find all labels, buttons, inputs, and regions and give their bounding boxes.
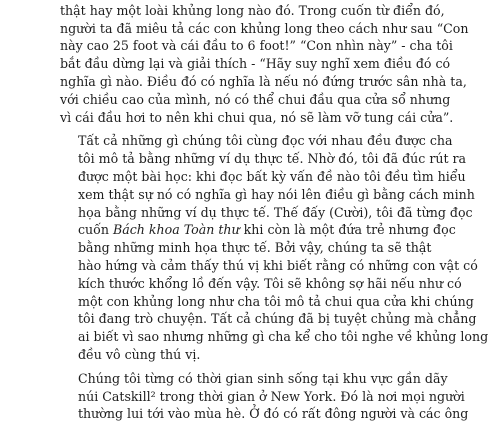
text-line: ai biết vì sao nhưng những gì cha kể cho tôi nghe về khủng long [78,329,488,345]
text-line: được một bài học: khi đọc bất kỳ vấn đề nào tôi đều tìm hiểu [78,168,466,184]
text-line: này cao 25 foot và cái đầu to 6 foot!” “Con nhìn này” - cha tôi [60,38,453,54]
text-line: thật hay một loài khủng long nào đó. Trong cuốn từ điển đó, [60,2,445,18]
text-line: họa bằng những ví dụ thực tế. Thế đấy (Cười), tôi đã từng đọc [78,204,473,220]
text-line: tôi mô tả bằng những ví dụ thực tế. Nhờ đó, tôi đã đúc rút ra [78,151,467,167]
text-line: hào hứng và cảm thấy thú vị khi biết rằng có những con vật có [78,257,478,273]
text-line: núi Catskill² trong thời gian ở New York. Đó là nơi mọi người [78,388,465,404]
text-line: Chúng tôi từng có thời gian sinh sống tại khu vực gần dãy [78,370,448,386]
text-line: Tất cả những gì chúng tôi cùng đọc với nhau đều được cha [78,133,453,149]
text-line: cuốn Bách khoa Toàn thư khi còn là một đứa trẻ nhưng đọc [78,222,456,238]
text-line: bắt đầu dừng lại và giải thích - “Hãy suy nghĩ xem điều đó có [60,56,451,72]
paragraph-3 [60,370,469,423]
text-line: đều vô cùng thú vị. [78,346,201,362]
text-line: tôi đang trò chuyện. Tất cả chúng đã bị tuyệt chủng mà chẳng [78,311,477,327]
text-line: nghĩa gì nào. Điều đó có nghĩa là nếu nó đứng trước sân nhà ta, [60,73,467,89]
text-line: người ta đã miêu tả các con khủng long theo cách như sau “Con [60,20,469,36]
paragraph-2 [60,132,488,363]
text-line: kích thước khổng lồ đến vậy. Tôi sẽ không sợ hãi nếu như có [78,275,462,291]
book-title: Bách khoa Toàn thư [112,222,240,238]
text-line: với chiều cao của mình, nó có thể chui đầu qua cửa sổ nhưng [60,91,451,107]
paragraph-1 [60,0,469,126]
text-line: bằng những minh họa thực tế. Bởi vậy, chúng ta sẽ thật [78,240,432,256]
text-line: thường lui tới vào mùa hè. Ở đó có rất đông người và các ông [78,406,469,422]
text-line: xem thật sự nó có nghĩa gì hay nói lên điều gì bằng cách minh [78,186,475,202]
text-line: một con khủng long như cha tôi mô tả chui qua cửa khi chúng [78,293,474,309]
text-line: vì cái đầu hơi to nên khi chui qua, nó sẽ làm vỡ tung cái cửa”. [60,109,454,125]
